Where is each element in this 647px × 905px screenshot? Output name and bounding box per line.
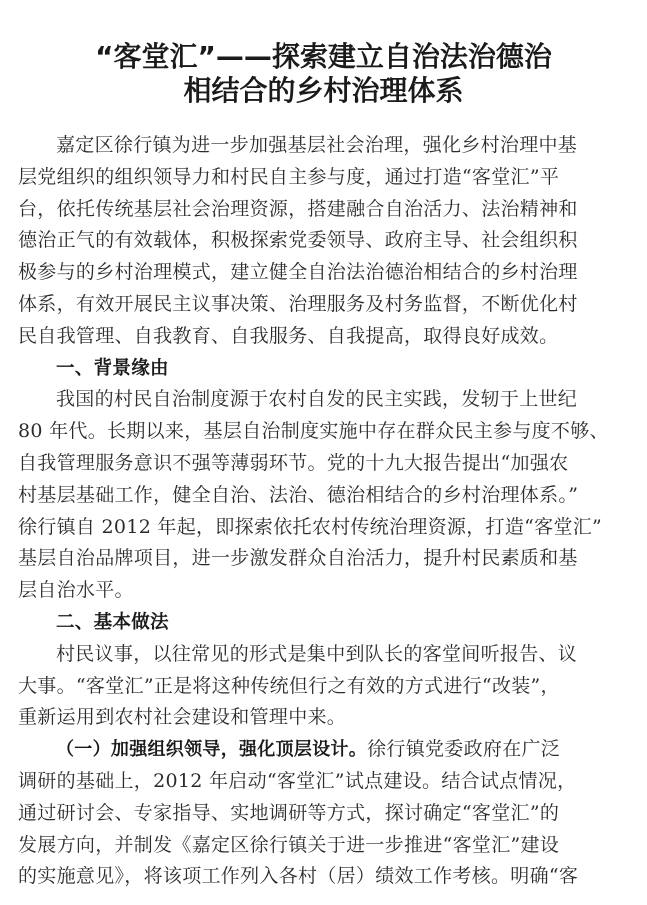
subsection-1-first-rest: 徐行镇党委政府在广泛 [367,738,561,761]
section-1-line: 基层自治品牌项目，进一步激发群众自治活力，提升村民素质和基 [18,547,578,570]
section-1-line: 村基层基础工作，健全自治、法治、德治相结合的乡村治理体系。” [18,483,579,506]
document-body [18,130,638,893]
section-1-line: 自我管理服务意识不强等薄弱环节。党的十九大报告提出“加强农 [18,451,569,474]
section-2-line: 大事。“客堂汇”正是将这种传统但行之有效的方式进行“改装”， [18,674,560,697]
subsection-1-line: 的实施意见》，将该项工作列入各村（居）绩效工作考核。明确“客 [18,865,579,888]
section-1-line: 徐行镇自 2012 年起，即探索依托农村传统治理资源，打造“客堂汇” [18,515,603,538]
document-title-line-1: “客堂汇”——探索建立自治法治德治 [95,40,552,73]
subsection-1-line: 发展方向，并制发《嘉定区徐行镇关于进一步推进“客堂汇”建设 [18,833,560,856]
intro-line: 台，依托传统基层社会治理资源，搭建融合自治活力、法治精神和 [18,197,578,220]
subsection-1-lead: （一）加强组织领导，强化顶层设计。 [56,739,368,761]
section-1-line: 我国的村民自治制度源于农村自发的民主实践，发轫于上世纪 [56,388,578,411]
intro-line: 民自我管理、自我教育、自我服务、自我提高，取得良好成效。 [18,324,559,347]
section-1-heading: 一、背景缘由 [56,357,169,379]
intro-line: 极参与的乡村治理模式，建立健全自治法治德治相结合的乡村治理 [18,261,578,284]
intro-line: 体系，有效开展民主议事决策、治理服务及村务监督，不断优化村 [18,292,578,315]
subsection-1-line: 调研的基础上，2012 年启动“客堂汇”试点建设。结合试点情况， [18,769,577,792]
section-2-line: 重新运用到农村社会建设和管理中来。 [18,706,347,729]
document-title-line-2: 相结合的乡村治理体系 [183,74,464,107]
intro-line: 德治正气的有效载体，积极探索党委领导、政府主导、社会组织积 [18,229,578,252]
section-2-line: 村民议事，以往常见的形式是集中到队长的客堂间听报告、议 [56,642,578,665]
subsection-1-first-line [18,734,638,766]
section-1-line: 80 年代。长期以来，基层自治制度实施中存在群众民主参与度不够、 [18,420,609,443]
intro-line: 嘉定区徐行镇为进一步加强基层社会治理，强化乡村治理中基 [56,134,578,156]
intro-line: 层党组织的组织领导力和村民自主参与度，通过打造“客堂汇”平 [18,165,560,188]
section-1-line: 层自治水平。 [18,579,134,602]
subsection-1-line: 通过研讨会、专家指导、实地调研等方式，探讨确定“客堂汇”的 [18,801,560,824]
section-2-heading: 二、基本做法 [56,611,169,633]
